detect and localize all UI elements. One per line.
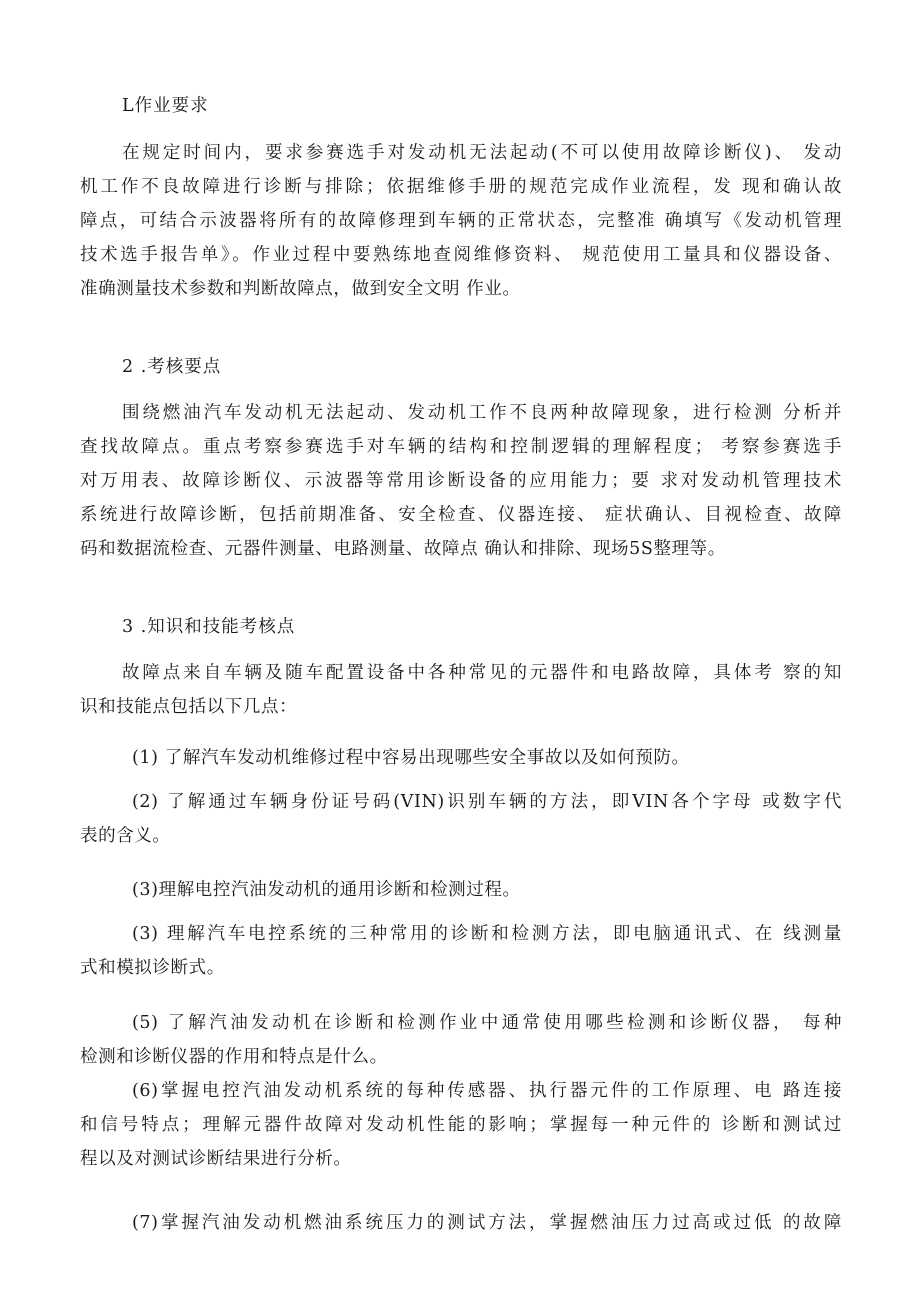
list-item-7 [80,1206,842,1240]
text-line: 机工作不良故障进行诊断与排除；依据维修手册的规范完成作业流程，发 现和确认故 [80,177,842,197]
text-line: (7)掌握汽油发动机燃油系统压力的测试方法，掌握燃油压力过高或过低 的故障 [132,1213,842,1233]
text-line: 围绕燃油汽车发动机无法起动、发动机工作不良两种故障现象，进行检测 分析并 [122,403,842,423]
text-line: 在规定时间内，要求参赛选手对发动机无法起动(不可以使用故障诊断仪)、 发动 [122,143,842,163]
section-heading-assessment-points: 2 .考核要点 [122,357,222,377]
text-line: 识和技能点包括以下几点： [80,697,298,717]
text-line: 式和模拟诊断式。 [80,958,225,978]
text-line: 故障点来自车辆及随车配置设备中各种常见的元器件和电路故障，具体考 察的知 [122,663,842,683]
list-item-2 [80,785,842,853]
text-line: 和信号特点；理解元器件故障对发动机性能的影响；掌握每一种元件的 诊断和测试过 [80,1115,842,1135]
section-heading-work-requirements: L作业要求 [122,96,209,116]
list-item-5 [80,1006,842,1074]
list-item-3b [80,917,842,985]
text-line: 码和数据流检查、元器件测量、电路测量、故障点 确认和排除、现场5S整理等。 [80,539,726,559]
text-line: 准确测量技术参数和判断故障点，做到安全文明 作业。 [80,279,521,299]
text-line: 程以及对测试诊断结果进行分析。 [80,1149,352,1169]
text-line: (5) 了解汽油发动机在诊断和检测作业中通常使用哪些检测和诊断仪器， 每种 [132,1013,842,1033]
text-line: 表的含义。 [80,826,171,846]
text-line: (6)掌握电控汽油发动机系统的每种传感器、执行器元件的工作原理、电 路连接 [132,1081,842,1101]
text-line: 障点，可结合示波器将所有的故障修理到车辆的正常状态，完整准 确填写《发动机管理 [80,211,842,231]
list-item-1 [80,741,842,775]
text-line: 查找故障点。重点考察参赛选手对车辆的结构和控制逻辑的理解程度； 考察参赛选手 [80,437,842,457]
paragraph-assessment-points [80,396,842,566]
text-line: (3)理解电控汽油发动机的通用诊断和检测过程。 [132,880,521,900]
text-line: 系统进行故障诊断，包括前期准备、安全检查、仪器连接、 症状确认、目视检查、故障 [80,505,842,525]
list-item-6 [80,1074,842,1176]
paragraph-work-requirements [80,136,842,306]
list-item-3a [80,873,842,907]
text-line: (3) 理解汽车电控系统的三种常用的诊断和检测方法，即电脑通讯式、在 线测量 [132,924,842,944]
text-line: (2) 了解通过车辆身份证号码(VIN)识别车辆的方法，即VIN各个字母 或数字代 [132,792,842,812]
section-heading-knowledge-skills: 3 .知识和技能考核点 [122,617,296,637]
paragraph-knowledge-intro [80,656,842,724]
text-line: 对万用表、故障诊断仪、示波器等常用诊断设备的应用能力；要 求对发动机管理技术 [80,471,842,491]
text-line: (1) 了解汽车发动机维修过程中容易出现哪些安全事故以及如何预防。 [132,748,690,768]
text-line: 检测和诊断仪器的作用和特点是什么。 [80,1047,388,1067]
text-line: 技术选手报告单》。作业过程中要熟练地查阅维修资料、 规范使用工量具和仪器设备、 [80,245,842,265]
